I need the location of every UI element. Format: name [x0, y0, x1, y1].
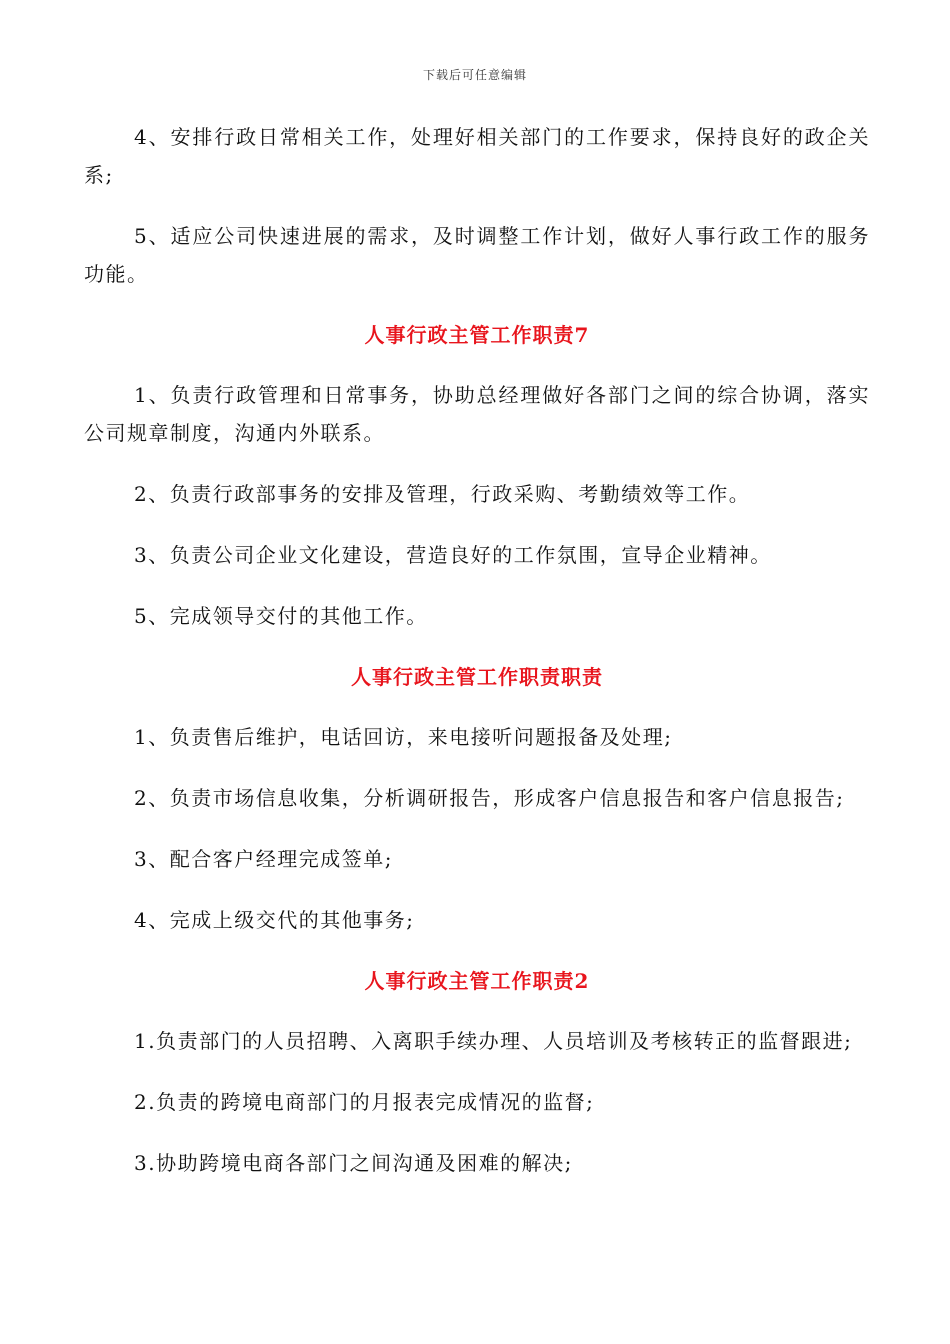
paragraph: 4、完成上级交代的其他事务; — [134, 908, 415, 932]
paragraph: 1、负责售后维护，电话回访，来电接听问题报备及处理; — [134, 725, 673, 749]
section-heading: 人事行政主管工作职责职责 — [351, 665, 603, 689]
paragraph: 2、负责行政部事务的安排及管理，行政采购、考勤绩效等工作。 — [134, 482, 751, 506]
paragraph: 4、安排行政日常相关工作，处理好相关部门的工作要求，保持良好的政企关系; — [84, 125, 870, 187]
paragraph: 3、配合客户经理完成签单; — [134, 847, 393, 871]
paragraph: 5、适应公司快速进展的需求，及时调整工作计划，做好人事行政工作的服务功能。 — [84, 224, 870, 286]
section-heading: 人事行政主管工作职责7 — [364, 323, 590, 347]
paragraph: 1、负责行政管理和日常事务，协助总经理做好各部门之间的综合协调，落实公司规章制度，沟通内外联系。 — [84, 383, 870, 445]
paragraph: 3、负责公司企业文化建设，营造良好的工作氛围，宣导企业精神。 — [134, 543, 772, 567]
paragraph: 5、完成领导交付的其他工作。 — [134, 604, 428, 628]
document-body — [84, 118, 870, 1205]
paragraph: 3.协助跨境电商各部门之间沟通及困难的解决; — [134, 1151, 573, 1175]
header-note: 下载后可任意编辑 — [422, 68, 527, 82]
section-heading: 人事行政主管工作职责2 — [364, 969, 590, 993]
paragraph: 2、负责市场信息收集，分析调研报告，形成客户信息报告和客户信息报告; — [134, 786, 845, 810]
paragraph: 1.负责部门的人员招聘、入离职手续办理、人员培训及考核转正的监督跟进; — [134, 1029, 853, 1053]
paragraph: 2.负责的跨境电商部门的月报表完成情况的监督; — [134, 1090, 595, 1114]
